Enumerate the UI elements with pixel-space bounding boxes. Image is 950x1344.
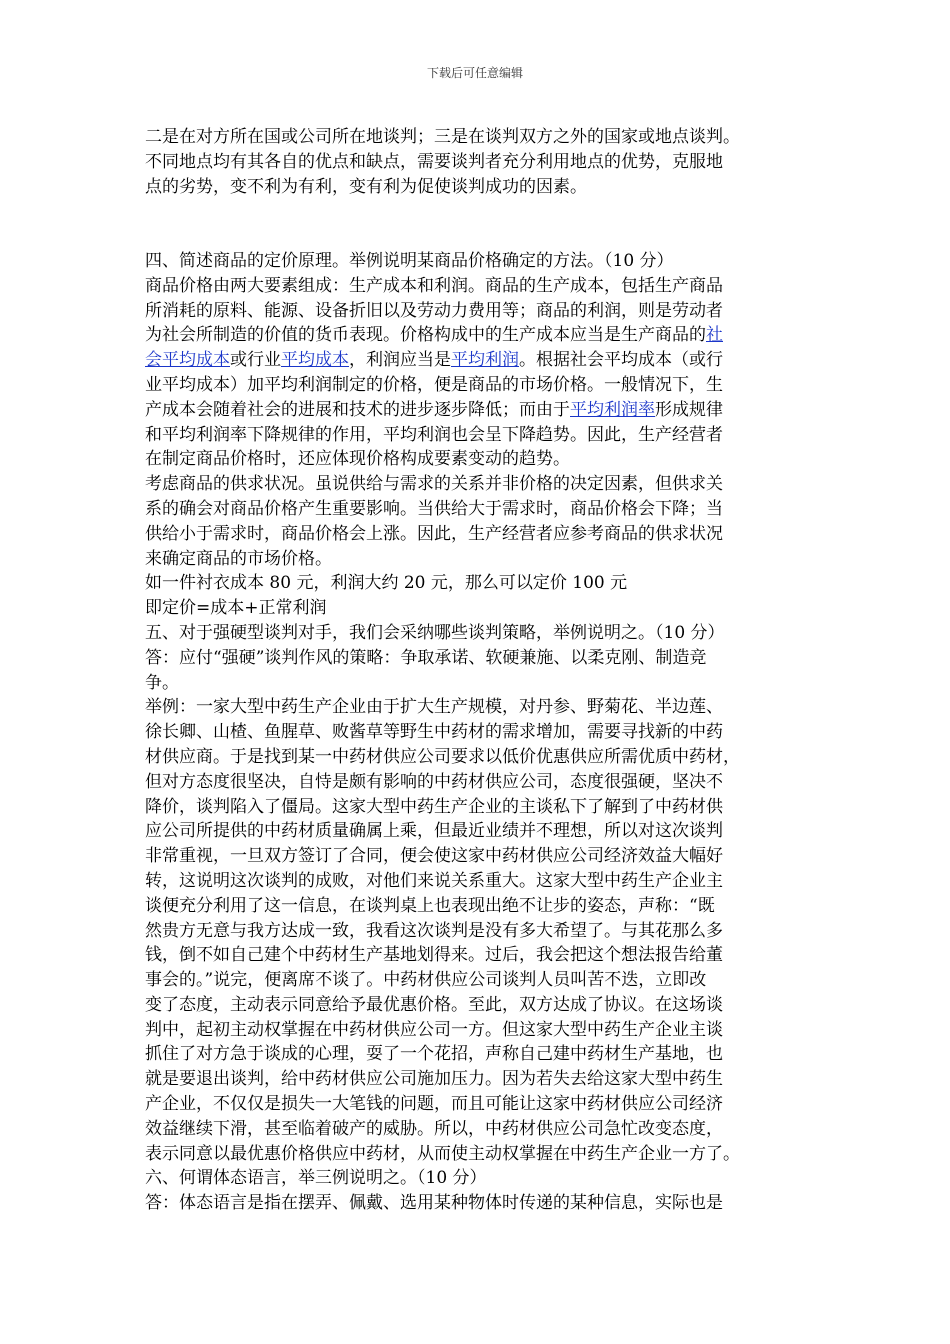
text-run: 形成规律 (655, 399, 723, 420)
paragraph-line: 事会的。”说完，便离席不谈了。中药材供应公司谈判人员叫苦不迭，立即改 (145, 970, 707, 991)
paragraph-line (145, 348, 817, 373)
paragraph-line: 但对方态度很坚决，自恃是颇有影响的中药材供应公司，态度很强硬，坚决不 (145, 771, 723, 792)
paragraph-line: 供给小于需求时，商品价格会上涨。因此，生产经营者应参考商品的供求状况 (145, 523, 723, 544)
paragraph-line: 即定价=成本+正常利润 (145, 598, 327, 619)
link-average-cost[interactable]: 平均成本 (281, 350, 349, 371)
text-run: ，利润应当是 (349, 350, 451, 371)
paragraph-line (145, 323, 817, 348)
link-average-profit-rate[interactable]: 平均利润率 (570, 399, 655, 420)
paragraph-line: 系的确会对商品价格产生重要影响。当供给大于需求时，商品价格会下降；当 (145, 498, 723, 519)
paragraph-line (145, 398, 817, 423)
paragraph-line: 在制定商品价格时，还应体现价格构成要素变动的趋势。 (145, 449, 570, 470)
paragraph-line: 变了态度，主动表示同意给予最优惠价格。至此，双方达成了协议。在这场谈 (145, 994, 723, 1015)
paragraph-line: 非常重视，一旦双方签订了合同，便会使这家中药材供应公司经济效益大幅好 (145, 846, 723, 867)
text-run: 或行业 (230, 350, 281, 371)
paragraph-line: 答：体态语言是指在摆弄、佩戴、选用某种物体时传递的某种信息，实际也是 (145, 1193, 723, 1214)
paragraph-line: 来确定商品的市场价格。 (145, 548, 332, 569)
paragraph-line: 商品价格由两大要素组成：生产成本和利润。商品的生产成本，包括生产商品 (145, 275, 723, 296)
text-run: 。根据社会平均成本（或行 (519, 350, 723, 371)
paragraph-line: 应公司所提供的中药材质量确属上乘，但最近业绩并不理想，所以对这次谈判 (145, 821, 723, 842)
paragraph-line: 抓住了对方急于谈成的心理，耍了一个花招，声称自己建中药材生产基地，也 (145, 1044, 723, 1065)
paragraph-line: 不同地点均有其各自的优点和缺点，需要谈判者充分利用地点的优势，克服地 (145, 151, 723, 172)
paragraph-line: 举例：一家大型中药生产企业由于扩大生产规模，对丹参、野菊花、半边莲、 (145, 697, 723, 718)
text-run: 产成本会随着社会的进展和技术的进步逐步降低；而由于 (145, 399, 570, 420)
paragraph-line: 效益继续下滑，甚至临着破产的威胁。所以，中药材供应公司急忙改变态度， (145, 1118, 723, 1139)
link-social-average-cost-start[interactable]: 社 (706, 325, 723, 346)
question-6-title: 六、何谓体态语言，举三例说明之。（10 分） (145, 1168, 487, 1189)
paragraph-line: 谈便充分利用了这一信息，在谈判桌上也表现出绝不让步的姿态，声称：“既 (145, 895, 715, 916)
paragraph-line: 钱，倒不如自己建个中药材生产基地划得来。过后，我会把这个想法报告给董 (145, 945, 723, 966)
link-social-average-cost-end[interactable]: 会平均成本 (145, 350, 230, 371)
paragraph-line: 材供应商。于是找到某一中药材供应公司要求以低价优惠供应所需优质中药材， (145, 746, 740, 767)
paragraph-line: 业平均成本）加平均利润制定的价格，便是商品的市场价格。一般情况下，生 (145, 374, 723, 395)
paragraph-line: 判中，起初主动权掌握在中药材供应公司一方。但这家大型中药生产企业主谈 (145, 1019, 723, 1040)
paragraph-line: 如一件衬衣成本 80 元，利润大约 20 元，那么可以定价 100 元 (145, 573, 628, 594)
document-body (145, 125, 817, 1216)
paragraph-line: 争。 (145, 672, 179, 693)
paragraph-gap (145, 199, 817, 249)
paragraph-line: 和平均利润率下降规律的作用，平均利润也会呈下降趋势。因此，生产经营者 (145, 424, 723, 445)
question-4-title: 四、简述商品的定价原理。举例说明某商品价格确定的方法。（10 分） (145, 250, 674, 271)
text-run: 为社会所制造的价值的货币表现。价格构成中的生产成本应当是生产商品的 (145, 325, 706, 346)
link-average-profit[interactable]: 平均利润 (451, 350, 519, 371)
paragraph-line: 考虑商品的供求状况。虽说供给与需求的关系并非价格的决定因素，但供求关 (145, 474, 723, 495)
paragraph-line: 徐长卿、山楂、鱼腥草、败酱草等野生中药材的需求增加，需要寻找新的中药 (145, 722, 723, 743)
paragraph-line: 就是要退出谈判，给中药材供应公司施加压力。因为若失去给这家大型中药生 (145, 1069, 723, 1090)
question-5-title: 五、对于强硬型谈判对手，我们会采纳哪些谈判策略，举例说明之。（10 分） (145, 622, 725, 643)
paragraph-line: 所消耗的原料、能源、设备折旧以及劳动力费用等；商品的利润，则是劳动者 (145, 300, 723, 321)
paragraph-line: 点的劣势，变不利为有利，变有利为促使谈判成功的因素。 (145, 176, 587, 197)
paragraph-line: 表示同意以最优惠价格供应中药材，从而使主动权掌握在中药生产企业一方了。 (145, 1143, 740, 1164)
paragraph-line: 降价，谈判陷入了僵局。这家大型中药生产企业的主谈私下了解到了中药材供 (145, 796, 723, 817)
paragraph-line: 产企业，不仅仅是损失一大笔钱的问题，而且可能让这家中药材供应公司经济 (145, 1094, 723, 1115)
paragraph-line: 转，这说明这次谈判的成败，对他们来说关系重大。这家大型中药生产企业主 (145, 870, 723, 891)
page-header: 下载后可任意编辑 (426, 66, 523, 80)
paragraph-line: 二是在对方所在国或公司所在地谈判；三是在谈判双方之外的国家或地点谈判。 (145, 127, 740, 147)
paragraph-line: 答：应付“强硬”谈判作风的策略：争取承诺、软硬兼施、以柔克刚、制造竞 (145, 647, 707, 668)
paragraph-line: 然贵方无意与我方达成一致，我看这次谈判是没有多大希望了。与其花那么多 (145, 920, 723, 941)
